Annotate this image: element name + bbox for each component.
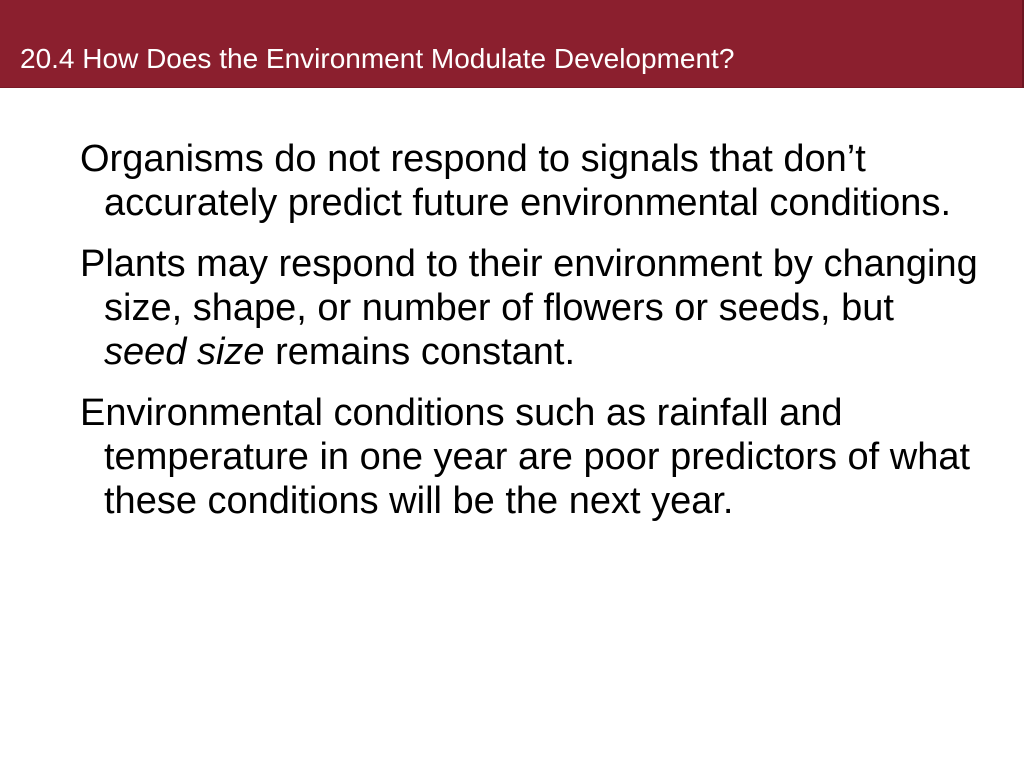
slide-body [80, 137, 985, 540]
slide-title: 20.4 How Does the Environment Modulate Development? [20, 43, 735, 74]
paragraph-organisms: Organisms do not respond to signals that don’t accurately predict future environmental conditions. [80, 138, 952, 224]
paragraph-environmental-conditions: Environmental conditions such as rainfall and temperature in one year are poor predictors of what these conditions will be the next year. [80, 392, 971, 522]
paragraph-plants [80, 242, 985, 374]
seed-size-emphasis: seed size [104, 331, 265, 373]
title-bar [0, 0, 1024, 88]
paragraph-plants-text-end: remains constant. [264, 331, 576, 373]
paragraph-plants-text-start: Plants may respond to their environment by changing size, shape, or number of flowers or seeds, but [80, 243, 978, 329]
